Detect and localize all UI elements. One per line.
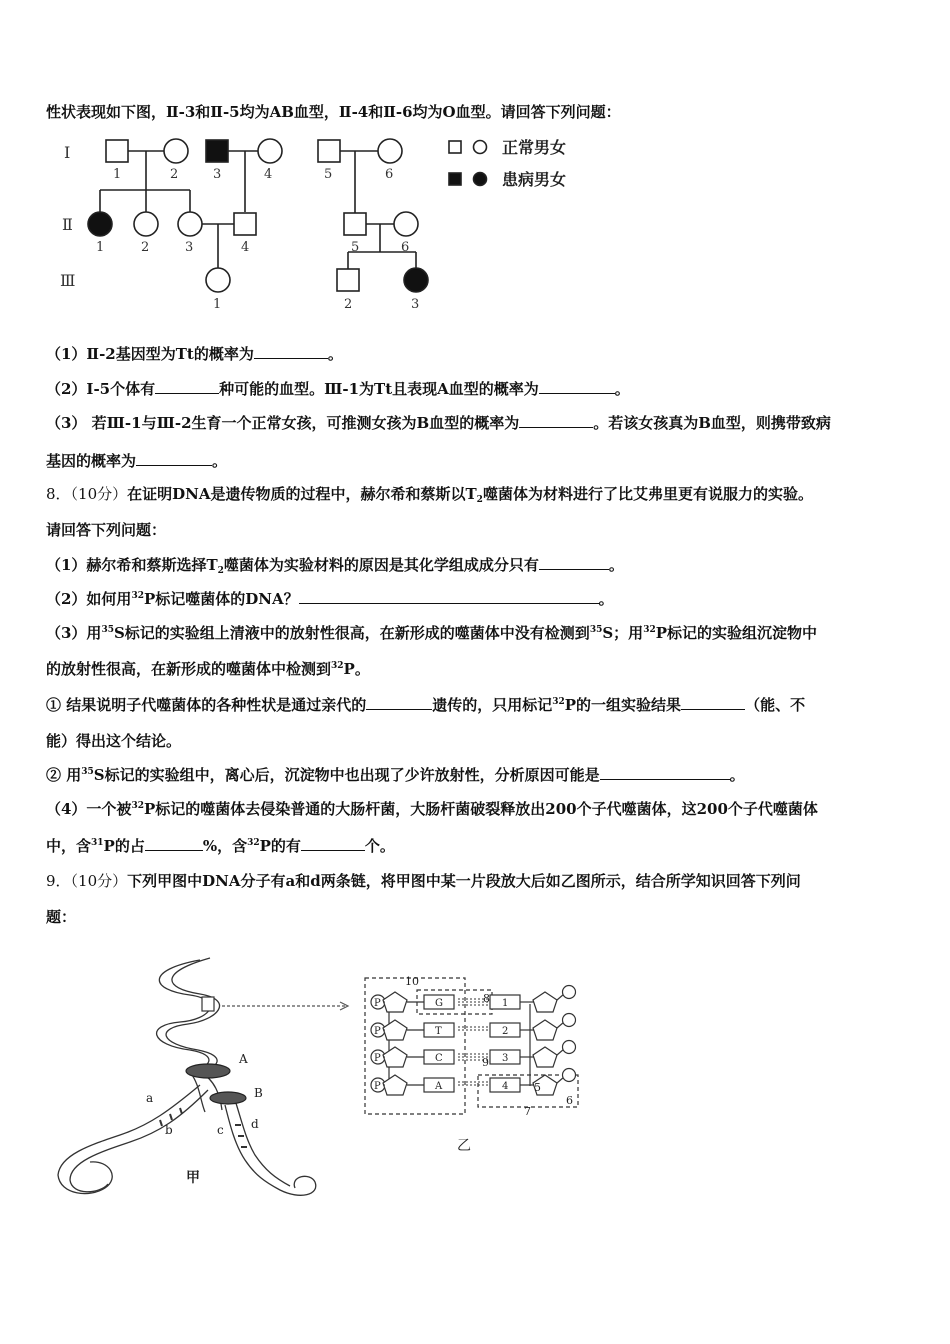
pedigree-chart	[50, 128, 610, 318]
svg-text:4: 4	[241, 240, 250, 255]
helix-selected-segment	[202, 997, 214, 1011]
dna-yi-rows	[371, 986, 576, 1096]
sugar-right	[533, 1020, 557, 1040]
pedigree-I5-male	[318, 140, 340, 162]
pedigree-II3-female	[178, 212, 202, 236]
q8-part4-cont: 中，含$^{31}$P的占 %，含$^{32}$P的有 个。	[46, 837, 395, 855]
q8-blank-6[interactable]	[145, 836, 203, 851]
legend-normal-label: 正常男女	[502, 138, 567, 157]
q7-blank-2[interactable]	[155, 379, 219, 394]
svg-text:c: c	[217, 1123, 224, 1137]
nucleotide-pair-row	[371, 1041, 576, 1068]
svg-text:2: 2	[170, 167, 179, 182]
phosphate-right	[563, 1041, 576, 1054]
svg-text:1: 1	[113, 167, 122, 182]
q8-stem-cont: 请回答下列问题：	[46, 521, 167, 539]
sugar-left	[383, 1047, 407, 1067]
base-label: A	[435, 1081, 443, 1092]
q7-blank-1[interactable]	[254, 344, 328, 359]
svg-text:6: 6	[385, 167, 394, 182]
phosphate-label: P	[374, 1026, 381, 1037]
q7-part2: （2）Ⅰ-5个体有 种可能的血型。Ⅲ-1为Tt且表现A血型的概率为 。	[46, 380, 630, 398]
dna-figure	[50, 950, 610, 1215]
q8-blank-7[interactable]	[301, 836, 365, 851]
svg-text:3: 3	[185, 240, 194, 255]
q8-blank-2[interactable]	[299, 589, 599, 604]
svg-text:b: b	[165, 1123, 173, 1137]
phosphate-label: P	[374, 998, 381, 1009]
partner-label: 3	[502, 1053, 509, 1064]
phosphate-right	[563, 1069, 576, 1082]
q8-part4: （4）一个被$^{32}$P标记的噬菌体去侵染普通的大肠杆菌，大肠杆菌破裂释放出200个子代噬菌体，这200个子代噬菌体	[46, 800, 818, 818]
q8-part3: （3）用$^{35}$S标记的实验组上清液中的放射性很高，在新形成的噬菌体中没有检测到$^{35}$S；用$^{32}$P标记的实验组沉淀物中	[46, 624, 817, 642]
nucleotide-pair-row	[371, 1014, 576, 1041]
phosphate-right	[563, 1014, 576, 1027]
q7-part1: （1）Ⅱ-2基因型为Tt的概率为 。	[46, 345, 343, 363]
pedigree-II4-male	[234, 213, 256, 235]
pedigree-I2-female	[164, 139, 188, 163]
svg-text:5: 5	[351, 240, 360, 255]
gen-label-II: Ⅱ	[62, 215, 73, 234]
nucleotide-pair-row	[371, 1069, 576, 1096]
q8-conclusion-1: ① 结果说明子代噬菌体的各种性状是通过亲代的 遗传的，只用标记$^{32}$P的一组实验结果 （能、不	[46, 696, 806, 714]
gen-label-III: Ⅲ	[60, 271, 76, 290]
svg-text:5: 5	[324, 167, 333, 182]
svg-text:8: 8	[483, 992, 490, 1005]
q7-part3-cont: 基因的概率为 。	[46, 452, 228, 470]
pedigree-II2-female	[134, 212, 158, 236]
svg-text:1: 1	[96, 240, 105, 255]
sugar-right	[533, 1047, 557, 1067]
dna-jia-ticks	[160, 1108, 247, 1147]
q8-stem: 8．（10分）在证明DNA是遗传物质的过程中，赫尔希和蔡斯以$T_2$噬菌体为材料进行了比艾弗里更有说服力的实验。	[46, 485, 813, 505]
q7-part3: （3） 若Ⅲ-1与Ⅲ-2生育一个正常女孩，可推测女孩为B血型的概率为 。若该女孩真为B血型，则携带致病	[46, 414, 831, 432]
svg-text:3: 3	[213, 167, 222, 182]
sugar-right	[533, 992, 557, 1012]
q8-blank-5[interactable]	[600, 765, 730, 780]
base-label: G	[435, 998, 443, 1009]
legend-affected-male	[449, 173, 461, 185]
svg-text:2: 2	[141, 240, 150, 255]
svg-text:A: A	[239, 1052, 248, 1066]
svg-text:a: a	[146, 1091, 154, 1105]
legend-affected-female	[474, 173, 487, 186]
q8-part1: （1）赫尔希和蔡斯选择$T_2$噬菌体为实验材料的原因是其化学组成成分只有 。	[46, 556, 624, 576]
q8-blank-3[interactable]	[366, 695, 432, 710]
gen-label-I: Ⅰ	[64, 143, 71, 162]
intro-text: 性状表现如下图，Ⅱ-3和Ⅱ-5均为AB血型，Ⅱ-4和Ⅱ-6均为O血型。请回答下列问题：	[46, 103, 621, 121]
pedigree-II6-female	[394, 212, 418, 236]
phosphate-label: P	[374, 1081, 381, 1092]
base-label: C	[435, 1053, 443, 1064]
svg-text:7: 7	[524, 1105, 531, 1118]
figure-label-jia: 甲	[186, 1170, 200, 1186]
partner-label: 2	[502, 1026, 509, 1037]
svg-text:1: 1	[213, 297, 222, 312]
svg-text:6: 6	[401, 240, 410, 255]
base-label: T	[435, 1026, 442, 1037]
enzyme-B	[210, 1092, 246, 1104]
pedigree-I4-female	[258, 139, 282, 163]
figure-label-yi: 乙	[457, 1138, 471, 1154]
pedigree-I6-female	[378, 139, 402, 163]
pedigree-II1-female-affected	[88, 212, 112, 236]
q7-blank-4[interactable]	[519, 413, 593, 428]
sugar-left	[383, 992, 407, 1012]
q8-part3-cont: 的放射性很高，在新形成的噬菌体中检测到$^{32}$P。	[46, 660, 370, 678]
svg-text:9: 9	[482, 1056, 489, 1069]
phosphate-right	[563, 986, 576, 999]
svg-text:4: 4	[264, 167, 273, 182]
svg-text:2: 2	[344, 297, 353, 312]
q7-blank-5[interactable]	[136, 451, 212, 466]
svg-text:d: d	[251, 1117, 259, 1131]
partner-label: 4	[502, 1081, 509, 1092]
enzyme-A	[186, 1064, 230, 1078]
q8-conclusion-2: ② 用$^{35}$S标记的实验组中，离心后，沉淀物中也出现了少许放射性，分析原因可能是 。	[46, 766, 745, 784]
q8-part2: （2）如何用$^{32}$P标记噬菌体的DNA？ 。	[46, 590, 614, 608]
q8-blank-1[interactable]	[539, 555, 609, 570]
partner-label: 1	[502, 998, 509, 1009]
pedigree-I1-male	[106, 140, 128, 162]
pedigree-II5-male	[344, 213, 366, 235]
q9-stem: 9．（10分）下列甲图中DNA分子有a和d两条链，将甲图中某一片段放大后如乙图所示，结合所学知识回答下列问	[46, 872, 801, 890]
sugar-left	[383, 1075, 407, 1095]
q7-blank-3[interactable]	[539, 379, 615, 394]
svg-text:5: 5	[534, 1081, 541, 1094]
q8-blank-4[interactable]	[681, 695, 745, 710]
legend-normal-male	[449, 141, 461, 153]
q8-conclusion-1-cont: 能）得出这个结论。	[46, 732, 182, 750]
phosphate-label: P	[374, 1053, 381, 1064]
pedigree-III2-male	[337, 269, 359, 291]
dna-helix-jia	[58, 958, 316, 1195]
svg-text:6: 6	[566, 1094, 573, 1107]
svg-text:10: 10	[405, 975, 419, 988]
sugar-left	[383, 1020, 407, 1040]
legend-affected-label: 患病男女	[502, 170, 567, 189]
svg-text:B: B	[254, 1086, 263, 1100]
pedigree-III1-female	[206, 268, 230, 292]
svg-text:3: 3	[411, 297, 420, 312]
pedigree-III3-female-affected	[404, 268, 428, 292]
pedigree-I3-male-affected	[206, 140, 228, 162]
legend-normal-female	[474, 141, 487, 154]
q9-stem-cont: 题：	[46, 908, 77, 926]
magnify-arrow	[222, 1002, 348, 1010]
